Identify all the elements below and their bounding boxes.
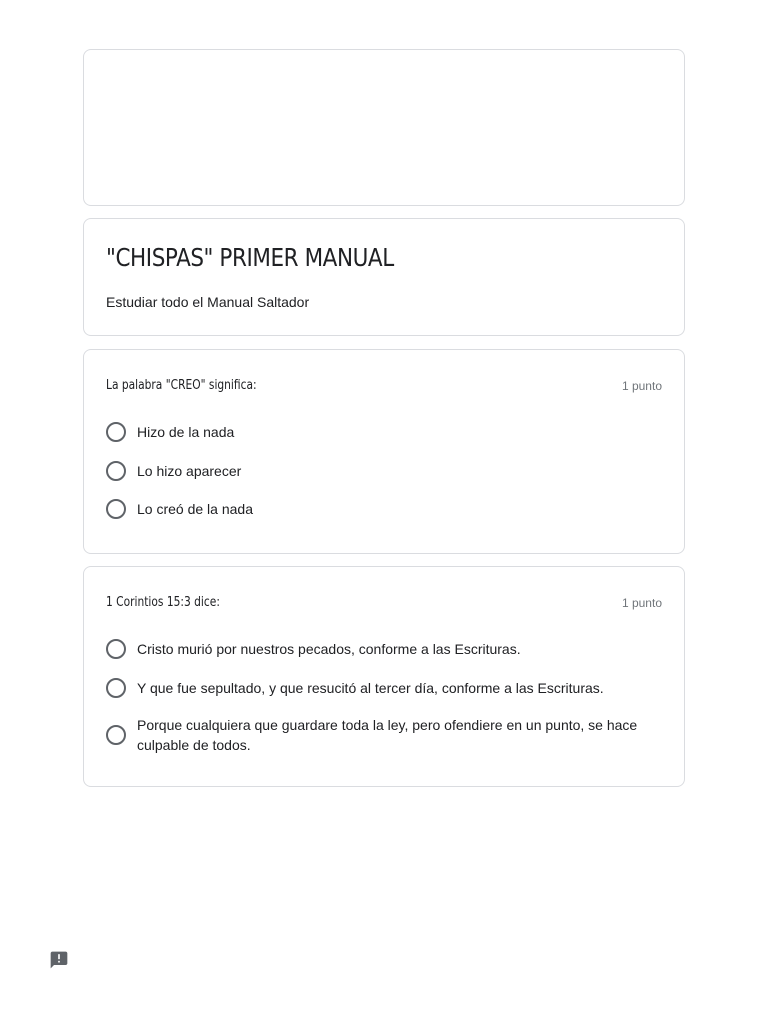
question-points: 1 punto xyxy=(621,379,662,393)
radio-option[interactable] xyxy=(106,715,644,755)
radio-option[interactable] xyxy=(106,678,644,698)
form-title: "CHISPAS" PRIMER MANUAL xyxy=(106,243,394,272)
question-title: 1 Corintios 15:3 dice: xyxy=(106,595,220,610)
option-label: Lo creó de la nada xyxy=(137,501,253,517)
radio-option[interactable] xyxy=(106,461,644,481)
report-feedback-icon[interactable] xyxy=(49,950,69,970)
radio-button[interactable] xyxy=(106,725,126,745)
radio-button[interactable] xyxy=(106,639,126,659)
header-image-card xyxy=(83,49,685,206)
radio-button[interactable] xyxy=(106,461,126,481)
option-label: Lo hizo aparecer xyxy=(137,463,242,479)
radio-option[interactable] xyxy=(106,639,644,659)
radio-option[interactable] xyxy=(106,499,644,519)
form-description: Estudiar todo el Manual Saltador xyxy=(106,294,310,310)
option-label: Cristo murió por nuestros pecados, conforme a las Escrituras. xyxy=(137,641,521,657)
option-label: Hizo de la nada xyxy=(137,424,235,440)
question-card xyxy=(83,349,685,554)
radio-button[interactable] xyxy=(106,499,126,519)
radio-button[interactable] xyxy=(106,678,126,698)
question-title: La palabra "CREO" significa: xyxy=(106,378,257,393)
form-title-card xyxy=(83,218,685,336)
question-points: 1 punto xyxy=(621,596,662,610)
radio-option[interactable] xyxy=(106,422,644,442)
option-label: Y que fue sepultado, y que resucitó al tercer día, conforme a las Escrituras. xyxy=(137,680,604,696)
option-label: Porque cualquiera que guardare toda la ley, pero ofendiere en un punto, se hace culpable de todos. xyxy=(137,717,638,753)
radio-button[interactable] xyxy=(106,422,126,442)
question-card xyxy=(83,566,685,787)
